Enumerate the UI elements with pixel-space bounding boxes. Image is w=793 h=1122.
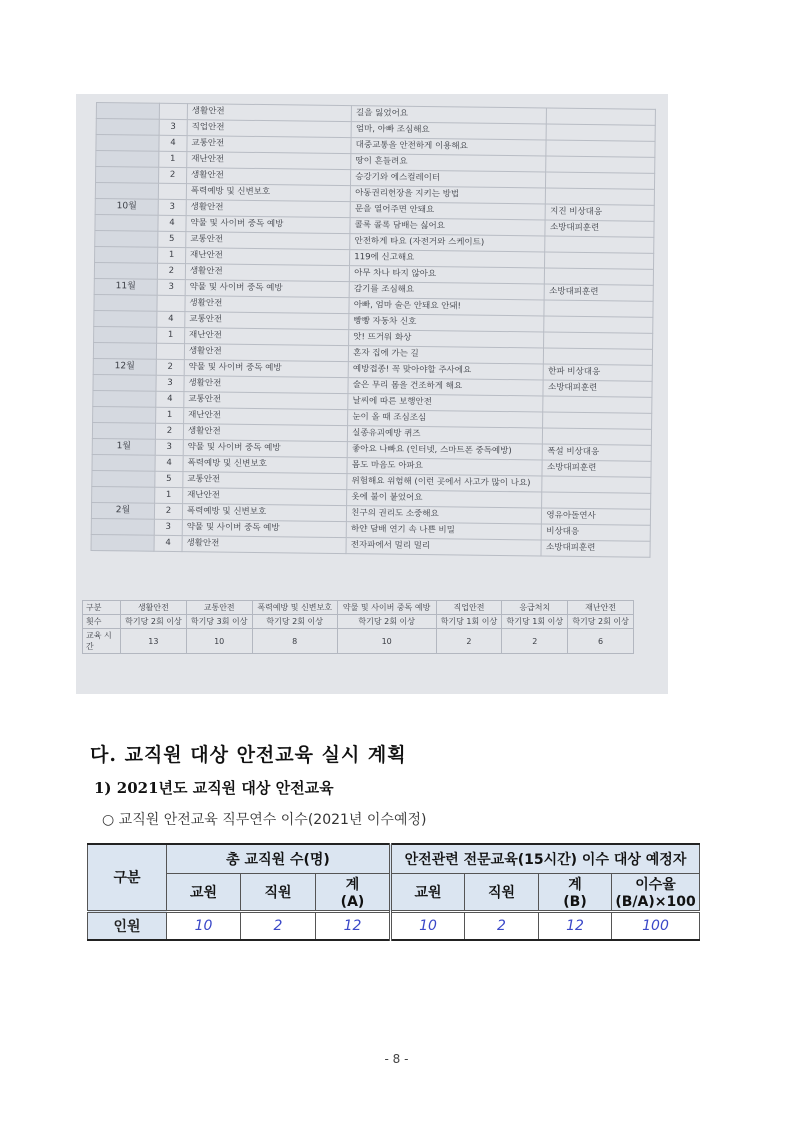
summary-hours: 13	[121, 629, 187, 654]
summary-hours: 2	[436, 629, 502, 654]
header-teacher-2: 교원	[391, 873, 465, 911]
header-rate-label: 이수율	[635, 876, 676, 893]
summary-hours: 10	[337, 629, 436, 654]
schedule-content-cell: 좋아요 나빠요 (인터넷, 스마트폰 중독예방)	[347, 442, 542, 460]
safety-schedule-table	[91, 102, 656, 558]
section-subtitle: 1) 2021년도 교직원 대상 안전교육	[94, 779, 334, 797]
schedule-content-cell: 혼자 집에 가는 길	[349, 346, 544, 364]
schedule-area-cell: 재난안전	[184, 328, 348, 346]
schedule-area-cell: 생활안전	[185, 296, 349, 314]
summary-count: 학기당 2회 이상	[121, 615, 187, 629]
summary-count: 학기당 3회 이상	[186, 615, 252, 629]
schedule-extra-cell	[547, 108, 656, 125]
header-category: 구분	[88, 844, 167, 911]
schedule-week-cell: 4	[154, 535, 182, 551]
summary-header-category: 구분	[83, 601, 121, 615]
schedule-area-cell: 교통안전	[184, 392, 348, 410]
schedule-month-cell	[95, 230, 158, 247]
schedule-month-cell	[94, 326, 157, 343]
schedule-week-cell: 2	[154, 503, 182, 519]
schedule-week-cell: 3	[158, 199, 186, 215]
schedule-extra-cell: 지진 비상대응	[546, 204, 655, 221]
schedule-area-cell: 재난안전	[183, 408, 347, 426]
schedule-month-cell	[96, 151, 159, 168]
safety-summary-table	[82, 600, 634, 654]
schedule-extra-cell	[546, 156, 655, 173]
schedule-month-cell	[93, 390, 156, 407]
schedule-content-cell: 아동권리헌장을 지키는 방법	[350, 186, 545, 204]
schedule-extra-cell	[544, 316, 653, 333]
schedule-area-cell: 약물 및 사이버 중독 예방	[184, 360, 348, 378]
header-total-a-label: 계	[345, 876, 360, 893]
schedule-week-cell: 2	[159, 167, 187, 183]
schedule-month-cell	[96, 103, 159, 120]
value-teachers-2: 10	[391, 911, 465, 940]
schedule-month-cell	[94, 294, 157, 311]
schedule-extra-cell: 영유아돌연사	[542, 508, 651, 525]
schedule-extra-cell: 폭설 비상대응	[543, 444, 652, 461]
schedule-week-cell: 3	[154, 519, 182, 535]
schedule-extra-cell	[544, 348, 653, 365]
schedule-extra-cell	[544, 332, 653, 349]
header-total-staff: 총 교직원 수(명)	[167, 844, 391, 873]
summary-col-name: 응급처치	[502, 601, 568, 615]
schedule-area-cell: 생활안전	[186, 200, 350, 218]
schedule-week-cell: 2	[155, 423, 183, 439]
schedule-area-cell: 재난안전	[187, 152, 351, 170]
schedule-content-cell: 실종유괴예방 퀴즈	[348, 426, 543, 444]
row-label-headcount: 인원	[88, 911, 167, 940]
schedule-week-cell: 3	[156, 375, 184, 391]
summary-col-name: 직업안전	[436, 601, 502, 615]
summary-count: 학기당 1회 이상	[502, 615, 568, 629]
schedule-content-cell: 하얀 담배 연기 속 나쁜 비밀	[346, 522, 541, 540]
schedule-week-cell	[159, 103, 187, 119]
schedule-month-cell	[93, 374, 156, 391]
schedule-content-cell: 아빠, 엄마 술은 안돼요 안돼!	[349, 298, 544, 316]
schedule-month-cell	[96, 119, 159, 136]
schedule-month-cell	[93, 406, 156, 423]
schedule-extra-cell	[542, 476, 651, 493]
schedule-content-cell: 몸도 마음도 아파요	[347, 458, 542, 476]
schedule-content-cell: 승강기와 에스컬레이터	[351, 170, 546, 188]
schedule-area-cell: 교통안전	[183, 472, 347, 490]
schedule-month-cell: 2월	[91, 502, 154, 519]
schedule-extra-cell	[546, 188, 655, 205]
summary-count: 학기당 2회 이상	[337, 615, 436, 629]
schedule-area-cell: 교통안전	[187, 136, 351, 154]
schedule-content-cell: 대중교통을 안전하게 이용해요	[351, 138, 546, 156]
schedule-content-cell: 안전하게 타요 (자전거와 스케이트)	[350, 234, 545, 252]
schedule-month-cell: 11월	[94, 278, 157, 295]
schedule-week-cell	[157, 295, 185, 311]
schedule-week-cell: 5	[155, 471, 183, 487]
schedule-content-cell: 위험해요 위험해 (이런 곳에서 사고가 많이 나요)	[347, 474, 542, 492]
schedule-extra-cell: 소방대피훈련	[545, 284, 654, 301]
schedule-content-cell: 문을 열어주면 안돼요	[350, 202, 545, 220]
schedule-extra-cell: 비상대응	[542, 524, 651, 541]
schedule-content-cell: 땅이 흔들려요	[351, 154, 546, 172]
schedule-month-cell	[94, 262, 157, 279]
schedule-area-cell: 생활안전	[187, 104, 351, 122]
schedule-month-cell	[92, 486, 155, 503]
schedule-extra-cell: 소방대피훈련	[545, 220, 654, 237]
schedule-month-cell: 12월	[93, 358, 156, 375]
schedule-week-cell: 4	[155, 455, 183, 471]
schedule-week-cell	[158, 183, 186, 199]
schedule-area-cell: 재난안전	[183, 488, 347, 506]
schedule-month-cell	[96, 167, 159, 184]
value-rate: 100	[612, 911, 700, 940]
summary-hours: 10	[186, 629, 252, 654]
schedule-month-cell	[92, 470, 155, 487]
schedule-week-cell: 4	[158, 215, 186, 231]
schedule-content-cell: 술은 무리 몸을 건조하게 해요	[348, 378, 543, 396]
value-total-a: 12	[316, 911, 391, 940]
schedule-content-cell: 119에 신고해요	[350, 250, 545, 268]
section-title: 다. 교직원 대상 안전교육 실시 계획	[90, 744, 407, 766]
schedule-content-cell: 눈이 올 때 조심조심	[348, 410, 543, 428]
schedule-month-cell	[96, 135, 159, 152]
schedule-week-cell: 2	[156, 359, 184, 375]
schedule-week-cell: 4	[159, 135, 187, 151]
summary-hours: 8	[252, 629, 337, 654]
schedule-month-cell: 1월	[92, 438, 155, 455]
schedule-week-cell	[156, 343, 184, 359]
schedule-week-cell: 3	[157, 279, 185, 295]
schedule-extra-cell	[543, 428, 652, 445]
schedule-content-cell: 예방접종! 꼭 맞아야할 주사에요	[348, 362, 543, 380]
schedule-month-cell: 10월	[95, 198, 158, 215]
schedule-area-cell: 교통안전	[186, 232, 350, 250]
value-staff: 2	[241, 911, 316, 940]
summary-count: 학기당 2회 이상	[252, 615, 337, 629]
schedule-content-cell: 아무 차나 타지 않아요	[350, 266, 545, 284]
scanned-schedule-photo	[76, 94, 668, 694]
schedule-extra-cell	[546, 172, 655, 189]
schedule-content-cell: 엄마, 아빠 조심해요	[351, 122, 546, 140]
value-total-b: 12	[539, 911, 612, 940]
schedule-content-cell: 전자파에서 멀리 멀리	[346, 538, 541, 556]
schedule-month-cell	[93, 342, 156, 359]
schedule-week-cell: 1	[157, 327, 185, 343]
schedule-area-cell: 약물 및 사이버 중독 예방	[185, 280, 349, 298]
summary-col-name: 교통안전	[186, 601, 252, 615]
schedule-area-cell: 약물 및 사이버 중독 예방	[183, 440, 347, 458]
summary-col-name: 생활안전	[121, 601, 187, 615]
header-total-b	[539, 873, 612, 911]
value-staff-2: 2	[465, 911, 539, 940]
header-total-a-sub: (A)	[340, 893, 365, 910]
schedule-content-cell: 옷에 불이 붙었어요	[347, 490, 542, 508]
schedule-extra-cell	[547, 124, 656, 141]
schedule-week-cell: 1	[159, 151, 187, 167]
schedule-area-cell: 약물 및 사이버 중독 예방	[186, 216, 350, 234]
schedule-area-cell: 직업안전	[187, 120, 351, 138]
schedule-content-cell: 콜록 콜록 담배는 싫어요	[350, 218, 545, 236]
schedule-week-cell: 2	[157, 263, 185, 279]
schedule-extra-cell	[543, 396, 652, 413]
schedule-area-cell: 생활안전	[183, 424, 347, 442]
summary-header-count: 횟수	[83, 615, 121, 629]
schedule-extra-cell: 소방대피훈련	[543, 380, 652, 397]
schedule-extra-cell	[546, 140, 655, 157]
schedule-area-cell: 재난안전	[185, 248, 349, 266]
summary-count: 학기당 2회 이상	[568, 615, 634, 629]
staff-training-table	[87, 843, 700, 941]
schedule-extra-cell: 소방대피훈련	[541, 540, 650, 557]
schedule-area-cell: 폭력예방 및 신변보호	[183, 456, 347, 474]
bullet-text: ○ 교직원 안전교육 직무연수 이수(2021년 이수예정)	[102, 812, 427, 828]
page-number: - 8 -	[384, 1052, 409, 1066]
schedule-extra-cell	[542, 492, 651, 509]
schedule-month-cell	[92, 454, 155, 471]
header-staff: 직원	[241, 873, 316, 911]
schedule-area-cell: 폭력예방 및 신변보호	[186, 184, 350, 202]
schedule-extra-cell: 소방대피훈련	[542, 460, 651, 477]
header-rate	[612, 873, 700, 911]
schedule-week-cell: 5	[158, 231, 186, 247]
schedule-extra-cell	[545, 236, 654, 253]
schedule-area-cell: 생활안전	[184, 376, 348, 394]
schedule-month-cell	[95, 183, 158, 200]
schedule-content-cell: 앗! 뜨거워 화상	[349, 330, 544, 348]
schedule-month-cell	[91, 518, 154, 535]
schedule-week-cell: 1	[158, 247, 186, 263]
header-rate-sub: (B/A)×100	[615, 893, 696, 910]
schedule-month-cell	[92, 422, 155, 439]
schedule-extra-cell	[543, 412, 652, 429]
schedule-area-cell: 생활안전	[182, 536, 346, 554]
summary-hours: 6	[568, 629, 634, 654]
header-total-b-label: 계	[568, 876, 582, 893]
schedule-week-cell: 4	[156, 391, 184, 407]
schedule-extra-cell	[545, 268, 654, 285]
summary-col-name: 약물 및 사이버 중독 예방	[337, 601, 436, 615]
schedule-content-cell: 날씨에 따른 보행안전	[348, 394, 543, 412]
schedule-week-cell: 3	[155, 439, 183, 455]
schedule-area-cell: 생활안전	[185, 264, 349, 282]
schedule-month-cell	[95, 214, 158, 231]
header-training-target: 안전관련 전문교육(15시간) 이수 대상 예정자	[391, 844, 700, 873]
schedule-extra-cell	[544, 300, 653, 317]
schedule-week-cell: 4	[157, 311, 185, 327]
value-teachers: 10	[167, 911, 241, 940]
schedule-area-cell: 생활안전	[184, 344, 348, 362]
schedule-extra-cell: 한파 비상대응	[544, 364, 653, 381]
summary-hours: 2	[502, 629, 568, 654]
summary-header-hours: 교육 시간	[83, 629, 121, 654]
schedule-week-cell: 1	[155, 487, 183, 503]
schedule-area-cell: 생활안전	[186, 168, 350, 186]
schedule-week-cell: 1	[156, 407, 184, 423]
schedule-content-cell: 빵빵 자동차 신호	[349, 314, 544, 332]
summary-count: 학기당 1회 이상	[436, 615, 502, 629]
schedule-area-cell: 폭력예방 및 신변보호	[182, 504, 346, 522]
schedule-month-cell	[91, 534, 154, 551]
header-staff-2: 직원	[465, 873, 539, 911]
schedule-content-cell: 친구의 권리도 소중해요	[347, 506, 542, 524]
schedule-week-cell: 3	[159, 119, 187, 135]
header-total-b-sub: (B)	[563, 893, 587, 910]
schedule-month-cell	[95, 246, 158, 263]
header-total-a	[316, 873, 391, 911]
schedule-month-cell	[94, 310, 157, 327]
summary-col-name: 폭력예방 및 신변보호	[252, 601, 337, 615]
schedule-area-cell: 약물 및 사이버 중독 예방	[182, 520, 346, 538]
schedule-area-cell: 교통안전	[185, 312, 349, 330]
summary-col-name: 재난안전	[568, 601, 634, 615]
schedule-extra-cell	[545, 252, 654, 269]
schedule-content-cell: 감기를 조심해요	[349, 282, 544, 300]
schedule-content-cell: 길을 잃었어요	[351, 106, 546, 124]
header-teacher: 교원	[167, 873, 241, 911]
